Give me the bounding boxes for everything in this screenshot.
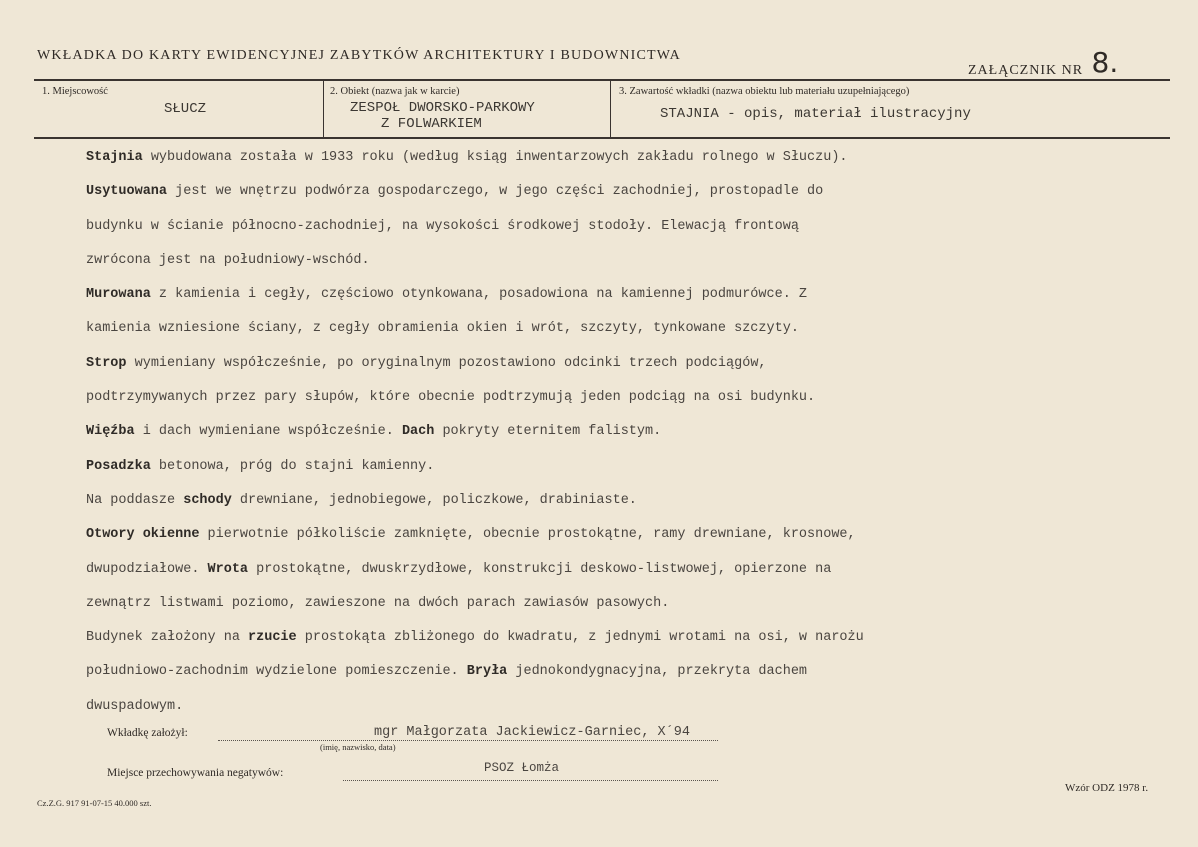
print-note: Cz.Z.G. 917 91-07-15 40.000 szt.: [37, 798, 152, 808]
body-line: Stajnia wybudowana została w 1933 roku (według ksiąg inwentarzowych zakładu rolnego w Słuczu).: [86, 150, 848, 165]
attachment-label: ZAŁĄCZNIK NR: [968, 63, 1084, 78]
term-bryla: Bryła: [466, 664, 508, 680]
term-posadzka: Posadzka: [86, 458, 151, 474]
author-label: Wkładkę założył:: [107, 727, 188, 739]
body-line: Usytuowana jest we wnętrzu podwórza gospodarczego, w jego części zachodniej, prostopadle do: [86, 184, 824, 200]
content-value: STAJNIA - opis, materiał ilustracyjny: [660, 106, 971, 122]
field-divider-1: [323, 81, 324, 137]
form-title: WKŁADKA DO KARTY EWIDENCYJNEJ ZABYTKÓW ARCHITEKTURY I BUDOWNICTWA: [37, 48, 681, 63]
storage-label: Miejsce przechowywania negatywów:: [107, 767, 284, 779]
form-note: Wzór ODZ 1978 r.: [1065, 782, 1149, 794]
description-body: [86, 148, 1166, 731]
term-usytuowana: Usytuowana: [86, 184, 168, 200]
term-schody: schody: [183, 492, 232, 508]
object-value-line1: ZESPOŁ DWORSKO-PARKOWY: [350, 100, 535, 116]
term-otwory-okienne: Otwory okienne: [86, 527, 200, 543]
attachment-number-value: 8.: [1091, 46, 1119, 79]
term-wrota: Wrota: [207, 561, 249, 577]
author-dotted-line: [218, 740, 718, 741]
content-label: 3. Zawartość wkładki (nazwa obiektu lub materiału uzupełniającego): [619, 86, 910, 97]
term-stajnia: Stajnia: [86, 150, 143, 165]
body-line: zwrócona jest na południowy-wschód.: [86, 252, 370, 268]
author-value: mgr Małgorzata Jackiewicz-Garniec, X´94: [374, 725, 690, 740]
body-line: podtrzymywanych przez pary słupów, które obecnie podtrzymują jeden podciąg na osi budynku.: [86, 390, 816, 406]
term-wiezba: Więźba: [86, 424, 135, 440]
object-value-line2: Z FOLWARKIEM: [381, 116, 482, 132]
attachment-number: [968, 48, 1118, 81]
storage-dotted-line: [343, 780, 718, 781]
body-line: dwupodziałowe. Wrota prostokątne, dwuskrzydłowe, konstrukcji deskowo-listwowej, opierzone na: [86, 561, 832, 577]
body-line: Więźba i dach wymieniane współcześnie. Dach pokryty eternitem falistym.: [86, 424, 662, 440]
locality-label: 1. Miejscowość: [42, 86, 108, 97]
body-line: budynku w ścianie północno-zachodniej, na wysokości środkowej stodoły. Elewacją frontową: [86, 218, 799, 234]
body-line: Posadzka betonowa, próg do stajni kamienny.: [86, 458, 435, 474]
field-divider-2: [610, 81, 611, 137]
body-line: Budynek założony na rzucie prostokąta zbliżonego do kwadratu, z jednymi wrotami na osi, w narożu: [86, 630, 864, 646]
body-line: Otwory okienne pierwotnie półkoliście zamknięte, obecnie prostokątne, ramy drewniane, krosnowe,: [86, 527, 856, 543]
term-strop: Strop: [86, 355, 127, 371]
body-line: południowo-zachodnim wydzielone pomieszczenie. Bryła jednokondygnacyjna, przekryta dachem: [86, 664, 808, 680]
term-dach: Dach: [401, 424, 435, 440]
header-rule-bottom: [34, 137, 1170, 139]
author-hint: (imię, nazwisko, data): [320, 742, 396, 752]
object-label: 2. Obiekt (nazwa jak w karcie): [330, 86, 460, 97]
term-rzucie: rzucie: [248, 630, 297, 646]
body-line: dwuspadowym.: [86, 698, 184, 714]
body-line: zewnątrz listwami poziomo, zawieszone na dwóch parach zawiasów pasowych.: [86, 595, 670, 611]
body-line: kamienia wzniesione ściany, z cegły obramienia okien i wrót, szczyty, tynkowane szczyty.: [86, 321, 799, 337]
term-murowana: Murowana: [86, 287, 151, 303]
body-line: Murowana z kamienia i cegły, częściowo otynkowana, posadowiona na kamiennej podmurówce. Z: [86, 287, 808, 303]
storage-value: PSOZ Łomża: [484, 761, 560, 775]
body-line: Strop wymieniany współcześnie, po oryginalnym pozostawiono odcinki trzech podciągów,: [86, 355, 767, 371]
header-rule-top: [34, 79, 1170, 81]
locality-value: SŁUCZ: [164, 101, 207, 117]
body-line: Na poddasze schody drewniane, jednobiegowe, policzkowe, drabiniaste.: [86, 492, 637, 508]
